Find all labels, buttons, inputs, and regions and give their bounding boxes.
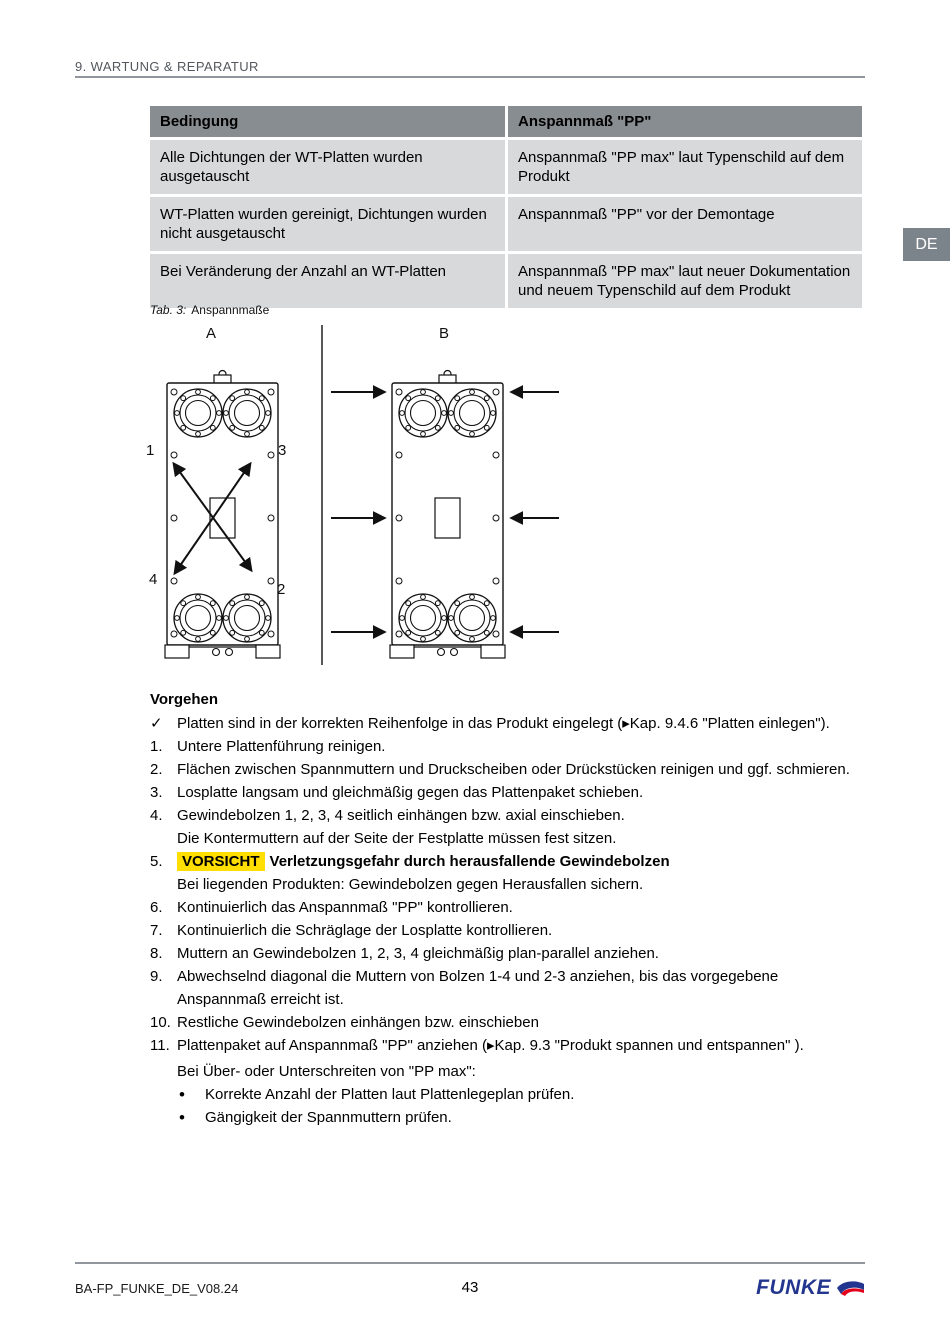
procedure-step — [150, 896, 865, 919]
table-cell-condition: Bei Veränderung der Anzahl an WT-Platten — [150, 254, 505, 308]
bolt-label-1: 1 — [146, 442, 155, 459]
table-cell-value: Anspannmaß "PP max" laut Typenschild auf dem Produkt — [508, 140, 862, 194]
step-text: Kontinuierlich das Anspannmaß "PP" kontrollieren. — [177, 899, 513, 916]
step-number: 5. — [150, 853, 163, 870]
page-number: 43 — [461, 1279, 479, 1296]
header-rule — [75, 76, 865, 78]
table-row — [150, 254, 862, 308]
procedure-step — [150, 735, 865, 758]
procedure-step — [150, 965, 865, 1011]
procedure-section — [150, 688, 865, 1129]
bullet-item — [179, 1106, 865, 1129]
table-caption — [150, 303, 269, 317]
tightening-sequence-figure — [75, 323, 865, 671]
bullet-text: Korrekte Anzahl der Platten laut Plattenlegeplan prüfen. — [205, 1086, 575, 1103]
step-number: 7. — [150, 922, 163, 939]
procedure-step — [150, 781, 865, 804]
heat-exchanger-diagram — [75, 323, 865, 671]
step-text: Plattenpaket auf Anspannmaß "PP" anziehen (▸Kap. 9.3 "Produkt spannen und entspannen" ). — [177, 1037, 804, 1054]
step-text-line: Die Kontermuttern auf der Seite der Festplatte müssen fest sitzen. — [177, 830, 617, 847]
step-text — [177, 850, 865, 896]
section-header: 9. WARTUNG & REPARATUR — [75, 59, 259, 74]
table-caption-label: Tab. 3: — [150, 303, 187, 317]
step-number: 8. — [150, 945, 163, 962]
step-text: Kontinuierlich die Schräglage der Losplatte kontrollieren. — [177, 922, 553, 939]
step-number: 9. — [150, 968, 163, 985]
warning-text: Verletzungsgefahr durch herausfallende Gewindebolzen — [269, 853, 670, 870]
bullet-icon: • — [179, 1108, 185, 1127]
table-cell-condition: WT-Platten wurden gereinigt, Dichtungen wurden nicht ausgetauscht — [150, 197, 505, 251]
bolt-label-4: 4 — [149, 571, 158, 588]
funke-logo-icon — [835, 1278, 865, 1298]
procedure-step-warning — [150, 850, 865, 896]
bolt-label-2: 2 — [277, 581, 286, 598]
table-header-condition: Bedingung — [150, 106, 505, 137]
step-text: Flächen zwischen Spannmuttern und Druckscheiben oder Drückstücken reinigen und ggf. schmieren. — [177, 761, 850, 778]
checkmark-icon: ✓ — [150, 715, 163, 732]
language-tab: DE — [903, 228, 950, 261]
table-cell-value: Anspannmaß "PP" vor der Demontage — [508, 197, 862, 251]
step-text: Untere Plattenführung reinigen. — [177, 738, 386, 755]
step-number: 6. — [150, 899, 163, 916]
procedure-title: Vorgehen — [150, 691, 219, 708]
step-text — [177, 804, 865, 850]
bullet-text: Gängigkeit der Spannmuttern prüfen. — [205, 1109, 452, 1126]
table-row — [150, 140, 862, 194]
pp-max-note: Bei Über- oder Unterschreiten von "PP max": — [177, 1063, 476, 1080]
plate-pack-a — [165, 371, 280, 659]
step-number: 10. — [150, 1014, 171, 1031]
step-text: Abwechselnd diagonal die Muttern von Bolzen 1-4 und 2-3 anziehen, bis das vorgegebene Anspannmaß erreicht ist. — [177, 968, 779, 1008]
procedure-step — [150, 1034, 865, 1057]
precondition-row — [150, 712, 865, 735]
footer — [75, 1276, 865, 1304]
procedure-step — [150, 804, 865, 850]
table-cell-value: Anspannmaß "PP max" laut neuer Dokumentation und neuem Typenschild auf dem Produkt — [508, 254, 862, 308]
step-text: Restliche Gewindebolzen einhängen bzw. einschieben — [177, 1014, 539, 1031]
step-number: 2. — [150, 761, 163, 778]
table-caption-text: Anspannmaße — [191, 303, 270, 317]
plate-pack-b — [390, 371, 505, 659]
brand-logo — [756, 1276, 865, 1300]
precondition-text: Platten sind in der korrekten Reihenfolge in das Produkt eingelegt (▸Kap. 9.4.6 "Platten einlegen"). — [177, 715, 830, 732]
step-text-line: Bei liegenden Produkten: Gewindebolzen gegen Herausfallen sichern. — [177, 876, 644, 893]
document-id: BA-FP_FUNKE_DE_V08.24 — [75, 1281, 239, 1296]
table-header-value: Anspannmaß "PP" — [508, 106, 862, 137]
table-header-row — [150, 106, 862, 137]
step-number: 3. — [150, 784, 163, 801]
step-number: 4. — [150, 807, 163, 824]
bullet-item — [179, 1083, 865, 1106]
step-number: 11. — [150, 1037, 170, 1054]
step-number: 1. — [150, 738, 163, 755]
footer-rule — [75, 1262, 865, 1264]
procedure-step — [150, 919, 865, 942]
procedure-step — [150, 758, 865, 781]
brand-name: FUNKE — [756, 1276, 831, 1299]
step-text-line: Gewindebolzen 1, 2, 3, 4 seitlich einhängen bzw. axial einschieben. — [177, 807, 625, 824]
procedure-step — [150, 1011, 865, 1034]
bolt-label-3: 3 — [278, 442, 287, 459]
tension-dimension-table — [150, 106, 862, 308]
table-row — [150, 197, 862, 251]
bullet-icon: • — [179, 1085, 185, 1104]
step-text: Losplatte langsam und gleichmäßig gegen das Plattenpaket schieben. — [177, 784, 644, 801]
vorsicht-badge: VORSICHT — [177, 852, 265, 871]
procedure-step — [150, 942, 865, 965]
figure-label-a: A — [206, 325, 217, 342]
table-cell-condition: Alle Dichtungen der WT-Platten wurden ausgetauscht — [150, 140, 505, 194]
warning-line — [177, 850, 865, 873]
step-text: Muttern an Gewindebolzen 1, 2, 3, 4 gleichmäßig plan-parallel anziehen. — [177, 945, 659, 962]
figure-label-b: B — [439, 325, 450, 342]
